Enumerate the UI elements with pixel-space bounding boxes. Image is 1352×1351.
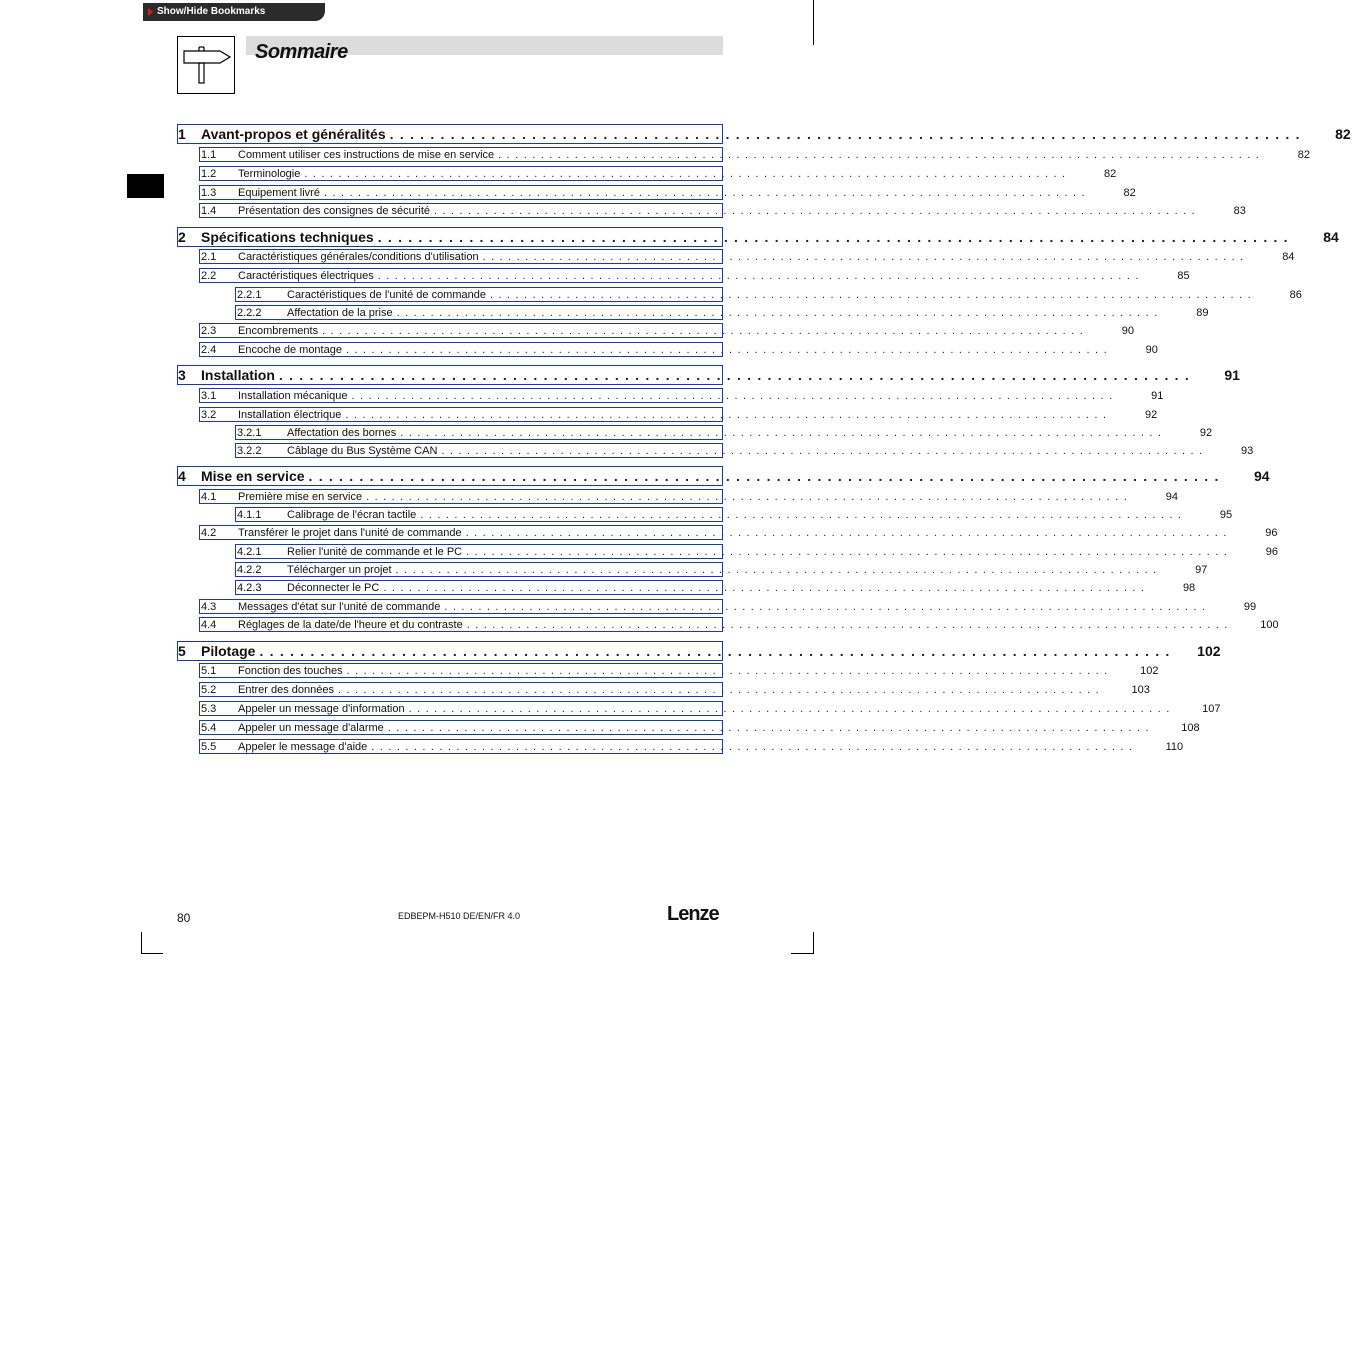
toc-entry-page: 103 <box>1131 683 1150 696</box>
toc-leader-dots: . . . . . . . . . . . . . . . . . . . . . . . . . . . . . . . . . . . . . . . . . . . . . . . . . . . . . . . . . . . . . . . . . . . . . . . . . . . . . . . . . . . . . . . . . . <box>351 389 1114 402</box>
toc-entry[interactable] <box>199 388 1164 403</box>
toc-entry-title: Caractéristiques de l'unité de commande <box>287 288 486 301</box>
toc-entry[interactable] <box>199 342 1158 357</box>
toc-leader-dots: . . . . . . . . . . . . . . . . . . . . . . . . . . . . . . . . . . . . . . . . . . . . . . . . . . . . . . . . . . . . . . . . . . . . . . . . . . . . . . . . . . . . . . . . . . <box>377 229 1289 245</box>
toc-leader-dots: . . . . . . . . . . . . . . . . . . . . . . . . . . . . . . . . . . . . . . . . . . . . . . . . . . . . . . . . . . . . . . . . . . . . . . . . . . . . . . . . . . . . . . . . . . <box>498 148 1261 161</box>
crop-mark <box>141 932 142 954</box>
toc-entry[interactable] <box>177 124 1351 144</box>
toc-entry[interactable] <box>199 525 1278 540</box>
toc-entry-page: 84 <box>1282 250 1295 263</box>
footer-page-number: 80 <box>177 911 191 925</box>
toc-entry[interactable] <box>235 562 1208 577</box>
toc-entry-page: 92 <box>1199 426 1213 439</box>
toc-entry-page: 82 <box>1297 148 1311 161</box>
toc-entry-page: 91 <box>1224 367 1240 383</box>
toc-entry-title: Câblage du Bus Système CAN <box>287 444 438 457</box>
toc-leader-dots: . . . . . . . . . . . . . . . . . . . . . . . . . . . . . . . . . . . . . . . . . . . . . . . . . . . . . . . . . . . . . . . . . . . . . . . . . . . . . . . . . . . . . . . . . . <box>346 664 1109 677</box>
toc-leader-dots: . . . . . . . . . . . . . . . . . . . . . . . . . . . . . . . . . . . . . . . . . . . . . . . . . . . . . . . . . . . . . . . . . . . . . . . . . . . . . . . . . . . . . . . . . . <box>377 269 1140 282</box>
toc-entry-number: 2.1 <box>201 250 217 263</box>
crop-mark <box>813 932 814 954</box>
toc-entry-number: 5.5 <box>201 740 217 753</box>
bookmarks-label: Show/Hide Bookmarks <box>157 6 266 17</box>
toc-leader-dots: . . . . . . . . . . . . . . . . . . . . . . . . . . . . . . . . . . . . . . . . . . . . . . . . . . . . . . . . . . . . . . . . . . . . . . . . . . . . . . . . . . . . . . . . . . <box>420 508 1183 521</box>
toc-entry[interactable] <box>177 466 1270 486</box>
toc-entry[interactable] <box>199 599 1257 614</box>
toc-entry-number: 4.2 <box>201 526 217 539</box>
toc-entry[interactable] <box>235 544 1278 559</box>
toc-entry-number: 1.3 <box>201 186 217 199</box>
toc-entry-page: 84 <box>1323 229 1339 245</box>
toc-entry[interactable] <box>199 739 1184 754</box>
toc-entry[interactable] <box>199 203 1246 218</box>
toc-entry[interactable] <box>235 425 1213 440</box>
toc-entry-page: 96 <box>1265 545 1278 558</box>
toc-leader-dots: . . . . . . . . . . . . . . . . . . . . . . . . . . . . . . . . . . . . . . . . . . . . . . . . . . . . . . . . . . . . . . . . . . . . . . . . . . . . . . . . . . . . . . . . . . <box>322 324 1084 337</box>
toc-entry-number: 4.2.2 <box>237 563 262 576</box>
toc-entry-title: Caractéristiques générales/conditions d'utilisation <box>238 250 479 263</box>
toc-entry-page: 96 <box>1265 526 1278 539</box>
toc-entry[interactable] <box>199 407 1158 422</box>
toc-entry-number: 3.1 <box>201 389 217 402</box>
toc-entry-number: 2.2.1 <box>237 288 262 301</box>
toc-leader-dots: . . . . . . . . . . . . . . . . . . . . . . . . . . . . . . . . . . . . . . . . . . . . . . . . . . . . . . . . . . . . . . . . . . . . . . . . . . . . . . . . . . . . . . . . . . <box>396 306 1159 319</box>
toc-leader-dots: . . . . . . . . . . . . . . . . . . . . . . . . . . . . . . . . . . . . . . . . . . . . . . . . . . . . . . . . . . . . . . . . . . . . . . . . . . . . . . . . . . . . . . . . . . <box>338 683 1100 696</box>
toc-entry[interactable] <box>235 507 1233 522</box>
toc-entry-page: 90 <box>1121 324 1134 337</box>
toc-entry[interactable] <box>199 185 1136 200</box>
toc-leader-dots: . . . . . . . . . . . . . . . . . . . . . . . . . . . . . . . . . . . . . . . . . . . . . . . . . . . . . . . . . . . . . . . . . . . . . . . . . . . . . . . . . . . . . . . . . . <box>400 426 1163 439</box>
toc-entry-number: 1.4 <box>201 204 217 217</box>
toc-entry-page: 95 <box>1219 508 1233 521</box>
toc-entry-title: Première mise en service <box>238 490 363 503</box>
toc-entry-number: 5 <box>178 643 186 659</box>
toc-entry-page: 82 <box>1103 167 1117 180</box>
toc-entry-title: Avant-propos et généralités <box>201 126 386 142</box>
toc-entry-title: Fonction des touches <box>238 664 343 677</box>
toc-entry-title: Appeler un message d'information <box>238 702 405 715</box>
toc-entry-page: 107 <box>1202 702 1221 715</box>
toc-leader-dots: . . . . . . . . . . . . . . . . . . . . . . . . . . . . . . . . . . . . . . . . . . . . . . . . . . . . . . . . . . . . . . . . . . . . . . . . . . . . . . . . . . . . . . . . . . <box>383 581 1146 594</box>
toc-entry-number: 5.1 <box>201 664 217 677</box>
toc-entry-number: 4.1.1 <box>237 508 262 521</box>
toc-entry-number: 1.1 <box>201 148 217 161</box>
toc-entry-number: 1 <box>178 126 186 142</box>
toc-entry[interactable] <box>199 701 1221 716</box>
toc-entry-page: 99 <box>1243 600 1257 613</box>
toc-entry-title: Installation mécanique <box>238 389 348 402</box>
signpost-icon <box>177 36 235 94</box>
toc-entry-title: Déconnecter le PC <box>287 581 380 594</box>
toc-entry-number: 2 <box>178 229 186 245</box>
toc-entry-number: 2.2.2 <box>237 306 262 319</box>
toc-leader-dots: . . . . . . . . . . . . . . . . . . . . . . . . . . . . . . . . . . . . . . . . . . . . . . . . . . . . . . . . . . . . . . . . . . . . . . . . . . . . . . . . . . . . . . . . . . <box>489 288 1252 301</box>
toc-entry-page: 94 <box>1165 490 1178 503</box>
toc-leader-dots: . . . . . . . . . . . . . . . . . . . . . . . . . . . . . . . . . . . . . . . . . . . . . . . . . . . . . . . . . . . . . . . . . . . . . . . . . . . . . . . . . . . . . . . . . . <box>389 126 1301 142</box>
toc-leader-dots: . . . . . . . . . . . . . . . . . . . . . . . . . . . . . . . . . . . . . . . . . . . . . . . . . . . . . . . . . . . . . . . . . . . . . . . . . . . . . . . . . . . . . . . . . . <box>444 600 1207 613</box>
toc-entry-title: Affectation de la prise <box>287 306 393 319</box>
toc-entry-title: Caractéristiques électriques <box>238 269 374 282</box>
toc-leader-dots: . . . . . . . . . . . . . . . . . . . . . . . . . . . . . . . . . . . . . . . . . . . . . . . . . . . . . . . . . . . . . . . . . . . . . . . . . . . . . . . . . . . . . . . . . . <box>408 702 1171 715</box>
toc-entry[interactable] <box>199 720 1200 735</box>
lenze-logo: Lenze <box>667 903 719 925</box>
toc-leader-dots: . . . . . . . . . . . . . . . . . . . . . . . . . . . . . . . . . . . . . . . . . . . . . . . . . . . . . . . . . . . . . . . . . . . . . . . . . . . . . . . . . . . . . . . . . . <box>465 526 1228 539</box>
toc-entry-number: 2.3 <box>201 324 217 337</box>
crop-mark <box>141 953 163 954</box>
toc-entry-page: 97 <box>1195 563 1208 576</box>
toc-entry-page: 83 <box>1233 204 1246 217</box>
toc-entry[interactable] <box>177 641 1221 661</box>
toc-entry-title: Encombrements <box>238 324 319 337</box>
toc-entry-page: 85 <box>1177 269 1190 282</box>
triangle-right-icon <box>148 8 153 16</box>
toc-entry-number: 4.2.3 <box>237 581 262 594</box>
crop-mark <box>813 0 814 45</box>
toc-entry-title: Encoche de montage <box>238 343 342 356</box>
toc-entry[interactable] <box>235 305 1209 320</box>
toc-entry-number: 1.2 <box>201 167 217 180</box>
toc-leader-dots: . . . . . . . . . . . . . . . . . . . . . . . . . . . . . . . . . . . . . . . . . . . . . . . . . . . . . . . . . . . . . . . . . . . . . . . . . . . . . . . . . . . . . . . . . . <box>395 563 1158 576</box>
toc-entry-title: Appeler le message d'aide <box>238 740 368 753</box>
toc-entry[interactable] <box>199 489 1178 504</box>
toc-entry-title: Messages d'état sur l'unité de commande <box>238 600 441 613</box>
toc-entry-page: 91 <box>1151 389 1164 402</box>
toc-entry-number: 4 <box>178 468 186 484</box>
crop-mark <box>791 953 813 954</box>
toc-entry-title: Calibrage de l'écran tactile <box>287 508 417 521</box>
toc-entry-number: 3.2.1 <box>237 426 262 439</box>
toc-leader-dots: . . . . . . . . . . . . . . . . . . . . . . . . . . . . . . . . . . . . . . . . . . . . . . . . . . . . . . . . . . . . . . . . . . . . . . . . . . . . . . . . . . . . . . . . . . <box>304 167 1067 180</box>
toc-entry-number: 3 <box>178 367 186 383</box>
toc-entry-page: 102 <box>1197 643 1221 659</box>
toc-entry-title: Télécharger un projet <box>287 563 392 576</box>
toc-entry-number: 4.1 <box>201 490 217 503</box>
toc-leader-dots: . . . . . . . . . . . . . . . . . . . . . . . . . . . . . . . . . . . . . . . . . . . . . . . . . . . . . . . . . . . . . . . . . . . . . . . . . . . . . . . . . . . . . . . . . . <box>345 408 1108 421</box>
toc-entry[interactable] <box>199 166 1117 181</box>
toc-entry-page: 100 <box>1260 618 1279 631</box>
toc-entry-page: 108 <box>1181 721 1200 734</box>
toc-entry[interactable] <box>199 682 1150 697</box>
toc-entry-title: Terminologie <box>238 167 301 180</box>
toc-leader-dots: . . . . . . . . . . . . . . . . . . . . . . . . . . . . . . . . . . . . . . . . . . . . . . . . . . . . . . . . . . . . . . . . . . . . . . . . . . . . . . . . . . . . . . . . . . <box>387 721 1150 734</box>
toc-entry-page: 102 <box>1140 664 1159 677</box>
toc-entry[interactable] <box>199 323 1134 338</box>
toc-entry[interactable] <box>199 147 1311 162</box>
toc-entry[interactable] <box>177 365 1240 385</box>
toc-entry-number: 4.2.1 <box>237 545 262 558</box>
toc-entry-title: Spécifications techniques <box>201 229 374 245</box>
toc-entry[interactable] <box>235 287 1302 302</box>
toc-leader-dots: . . . . . . . . . . . . . . . . . . . . . . . . . . . . . . . . . . . . . . . . . . . . . . . . . . . . . . . . . . . . . . . . . . . . . . . . . . . . . . . . . . . . . . . . . . <box>441 444 1204 457</box>
show-hide-bookmarks-button[interactable] <box>143 3 325 21</box>
toc-leader-dots: . . . . . . . . . . . . . . . . . . . . . . . . . . . . . . . . . . . . . . . . . . . . . . . . . . . . . . . . . . . . . . . . . . . . . . . . . . . . . . . . . . . . . . . . . . <box>466 545 1228 558</box>
toc-entry[interactable] <box>199 663 1159 678</box>
toc-entry[interactable] <box>199 249 1295 264</box>
toc-leader-dots: . . . . . . . . . . . . . . . . . . . . . . . . . . . . . . . . . . . . . . . . . . . . . . . . . . . . . . . . . . . . . . . . . . . . . . . . . . . . . . . . . . . . . . . . . . <box>482 250 1245 263</box>
toc-leader-dots: . . . . . . . . . . . . . . . . . . . . . . . . . . . . . . . . . . . . . . . . . . . . . . . . . . . . . . . . . . . . . . . . . . . . . . . . . . . . . . . . . . . . . . . . . . <box>308 468 1220 484</box>
toc-leader-dots: . . . . . . . . . . . . . . . . . . . . . . . . . . . . . . . . . . . . . . . . . . . . . . . . . . . . . . . . . . . . . . . . . . . . . . . . . . . . . . . . . . . . . . . . . . <box>466 618 1229 631</box>
footer-document-id: EDBEPM-H510 DE/EN/FR 4.0 <box>398 911 521 921</box>
toc-leader-dots: . . . . . . . . . . . . . . . . . . . . . . . . . . . . . . . . . . . . . . . . . . . . . . . . . . . . . . . . . . . . . . . . . . . . . . . . . . . . . . . . . . . . . . . . . . <box>366 490 1128 503</box>
toc-entry-page: 93 <box>1241 444 1254 457</box>
toc-entry-title: Mise en service <box>201 468 305 484</box>
toc-entry-page: 98 <box>1182 581 1196 594</box>
toc-entry-title: Réglages de la date/de l'heure et du contraste <box>238 618 463 631</box>
toc-entry-title: Installation <box>201 367 275 383</box>
toc-entry-title: Equipement livré <box>238 186 320 199</box>
toc-entry[interactable] <box>177 227 1339 247</box>
toc-entry-number: 3.2 <box>201 408 217 421</box>
toc-leader-dots: . . . . . . . . . . . . . . . . . . . . . . . . . . . . . . . . . . . . . . . . . . . . . . . . . . . . . . . . . . . . . . . . . . . . . . . . . . . . . . . . . . . . . . . . . . <box>434 204 1196 217</box>
toc-entry-number: 2.4 <box>201 343 217 356</box>
toc-entry-title: Comment utiliser ces instructions de mise en service <box>238 148 495 161</box>
toc-entry[interactable] <box>199 268 1190 283</box>
toc-entry-title: Entrer des données <box>238 683 335 696</box>
toc-entry-title: Installation électrique <box>238 408 342 421</box>
toc-entry-page: 110 <box>1165 740 1184 753</box>
chapter-tab-marker <box>127 174 164 198</box>
toc-leader-dots: . . . . . . . . . . . . . . . . . . . . . . . . . . . . . . . . . . . . . . . . . . . . . . . . . . . . . . . . . . . . . . . . . . . . . . . . . . . . . . . . . . . . . . . . . . <box>278 367 1190 383</box>
toc-entry-title: Transférer le projet dans l'unité de commande <box>238 526 462 539</box>
toc-entry-page: 82 <box>1335 126 1351 142</box>
toc-entry-title: Pilotage <box>201 643 256 659</box>
toc-leader-dots: . . . . . . . . . . . . . . . . . . . . . . . . . . . . . . . . . . . . . . . . . . . . . . . . . . . . . . . . . . . . . . . . . . . . . . . . . . . . . . . . . . . . . . . . . . <box>345 343 1108 356</box>
toc-entry-page: 92 <box>1144 408 1158 421</box>
toc-entry-number: 3.2.2 <box>237 444 262 457</box>
toc-entry-page: 89 <box>1196 306 1209 319</box>
toc-entry-page: 94 <box>1253 468 1270 484</box>
toc-entry-number: 4.4 <box>201 618 217 631</box>
toc-leader-dots: . . . . . . . . . . . . . . . . . . . . . . . . . . . . . . . . . . . . . . . . . . . . . . . . . . . . . . . . . . . . . . . . . . . . . . . . . . . . . . . . . . . . . . . . . . <box>371 740 1134 753</box>
toc-entry-title: Relier l'unité de commande et le PC <box>287 545 463 558</box>
toc-entry-number: 4.3 <box>201 600 217 613</box>
toc-entry-number: 5.2 <box>201 683 217 696</box>
toc-entry-title: Présentation des consignes de sécurité <box>238 204 431 217</box>
page-title: Sommaire <box>255 41 348 63</box>
toc-entry-number: 5.4 <box>201 721 217 734</box>
toc-entry-title: Affectation des bornes <box>287 426 397 439</box>
toc-entry-title: Appeler un message d'alarme <box>238 721 384 734</box>
toc-entry-number: 2.2 <box>201 269 217 282</box>
toc-entry[interactable] <box>199 617 1279 632</box>
toc-entry[interactable] <box>235 443 1254 458</box>
toc-leader-dots: . . . . . . . . . . . . . . . . . . . . . . . . . . . . . . . . . . . . . . . . . . . . . . . . . . . . . . . . . . . . . . . . . . . . . . . . . . . . . . . . . . . . . . . . . . <box>323 186 1086 199</box>
toc-entry-number: 5.3 <box>201 702 217 715</box>
toc-leader-dots: . . . . . . . . . . . . . . . . . . . . . . . . . . . . . . . . . . . . . . . . . . . . . . . . . . . . . . . . . . . . . . . . . . . . . . . . . . . . . . . . . . . . . . . . . . <box>259 643 1171 659</box>
toc-entry-page: 86 <box>1289 288 1302 301</box>
toc-entry[interactable] <box>235 580 1196 595</box>
toc-entry-page: 82 <box>1123 186 1136 199</box>
toc-entry-page: 90 <box>1145 343 1158 356</box>
